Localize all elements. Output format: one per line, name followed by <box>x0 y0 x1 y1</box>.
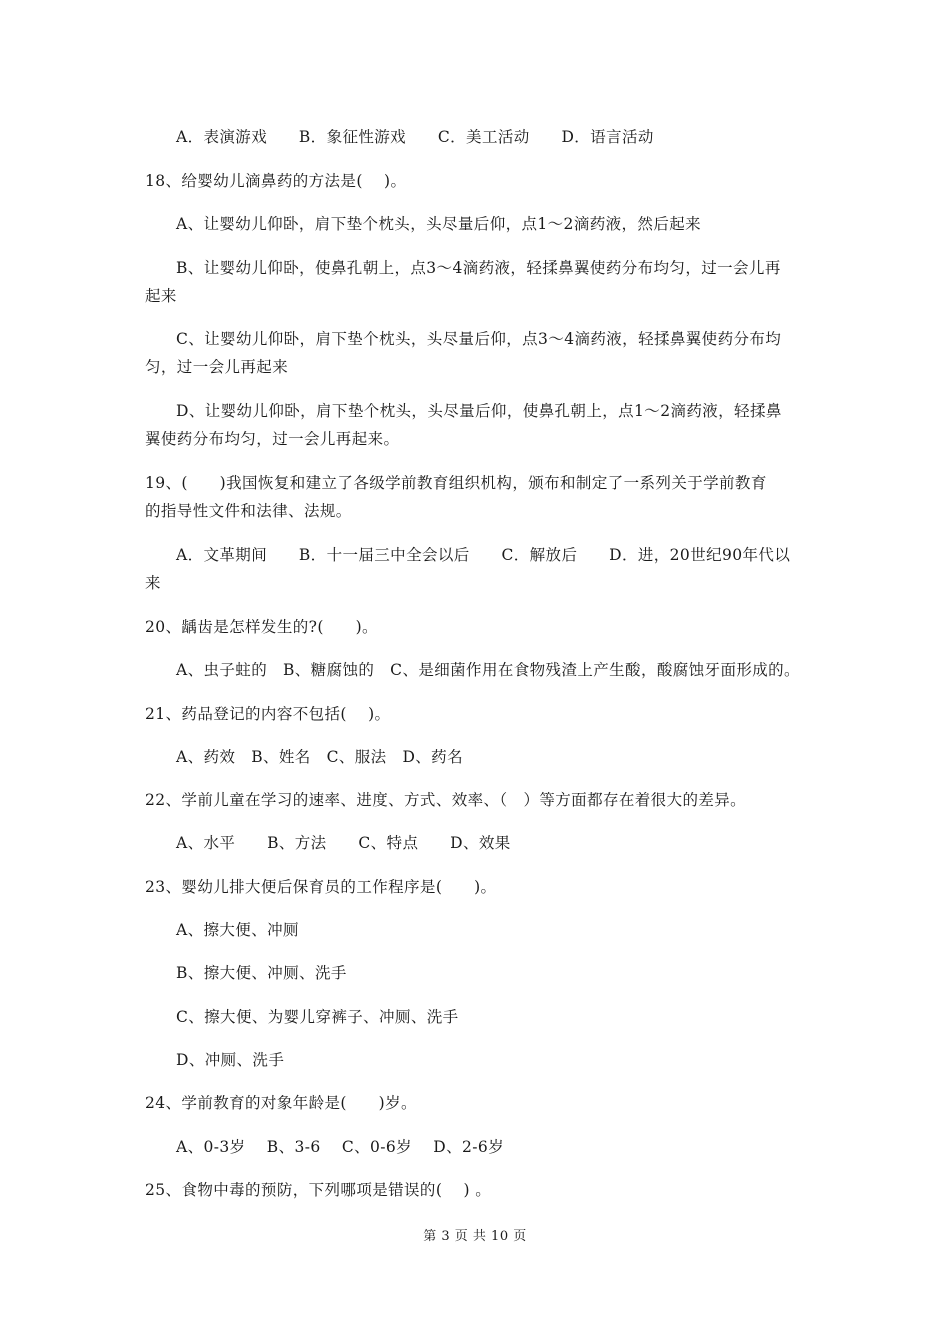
q18-option-b: B、让婴幼儿仰卧，使鼻孔朝上，点3～4滴药液，轻揉鼻翼使药分布均匀，过一会儿再 <box>176 259 781 277</box>
q23-stem: 23、婴幼儿排大便后保育员的工作程序是( )。 <box>145 878 497 896</box>
q24-stem: 24、学前教育的对象年龄是( )岁。 <box>145 1094 417 1112</box>
page-footer: 第 3 页 共 10 页 <box>423 1229 527 1244</box>
q18-option-b-cont: 起来 <box>145 287 177 305</box>
q23-option-b: B、擦大便、冲厕、洗手 <box>176 964 347 982</box>
q23-option-a: A、擦大便、冲厕 <box>176 921 299 939</box>
q18-option-d: D、让婴幼儿仰卧，肩下垫个枕头，头尽量后仰，使鼻孔朝上，点1～2滴药液，轻揉鼻 <box>176 402 782 420</box>
q22-options: A、水平 B、方法 C、特点 D、效果 <box>176 834 511 852</box>
q18-option-d-cont: 翼使药分布均匀，过一会儿再起来。 <box>145 430 400 448</box>
q18-option-c-cont: 匀，过一会儿再起来 <box>145 358 289 376</box>
q20-stem: 20、龋齿是怎样发生的?( )。 <box>145 618 378 636</box>
q23-option-d: D、冲厕、洗手 <box>176 1051 285 1069</box>
q23-option-c: C、擦大便、为婴儿穿裤子、冲厕、洗手 <box>176 1008 459 1026</box>
q19-options: A．文革期间 B．十一届三中全会以后 C．解放后 D．进，20世纪90年代以 <box>176 546 791 564</box>
q19-options-cont: 来 <box>145 574 161 592</box>
q18-option-a: A、让婴幼儿仰卧，肩下垫个枕头，头尽量后仰，点1～2滴药液，然后起来 <box>176 215 702 233</box>
q17-options: A．表演游戏 B．象征性游戏 C．美工活动 D．语言活动 <box>176 128 654 146</box>
q24-options: A、0-3岁 B、3-6 C、0-6岁 D、2-6岁 <box>176 1138 505 1156</box>
q18-option-c: C、让婴幼儿仰卧，肩下垫个枕头，头尽量后仰，点3～4滴药液，轻揉鼻翼使药分布均 <box>176 330 782 348</box>
q21-options: A、药效 B、姓名 C、服法 D、药名 <box>176 748 463 766</box>
q18-stem: 18、给婴幼儿滴鼻药的方法是( )。 <box>145 172 407 190</box>
q20-options: A、虫子蛀的 B、糖腐蚀的 C、是细菌作用在食物残渣上产生酸，酸腐蚀牙面形成的。 <box>176 661 800 679</box>
q25-stem: 25、食物中毒的预防，下列哪项是错误的( ) 。 <box>145 1181 492 1199</box>
q19-stem-cont: 的指导性文件和法律、法规。 <box>145 502 352 520</box>
q19-stem: 19、( )我国恢复和建立了各级学前教育组织机构，颁布和制定了一系列关于学前教育 <box>145 474 767 492</box>
q21-stem: 21、药品登记的内容不包括( )。 <box>145 705 391 723</box>
q22-stem: 22、学前儿童在学习的速率、进度、方式、效率、（ ）等方面都存在着很大的差异。 <box>145 791 747 809</box>
